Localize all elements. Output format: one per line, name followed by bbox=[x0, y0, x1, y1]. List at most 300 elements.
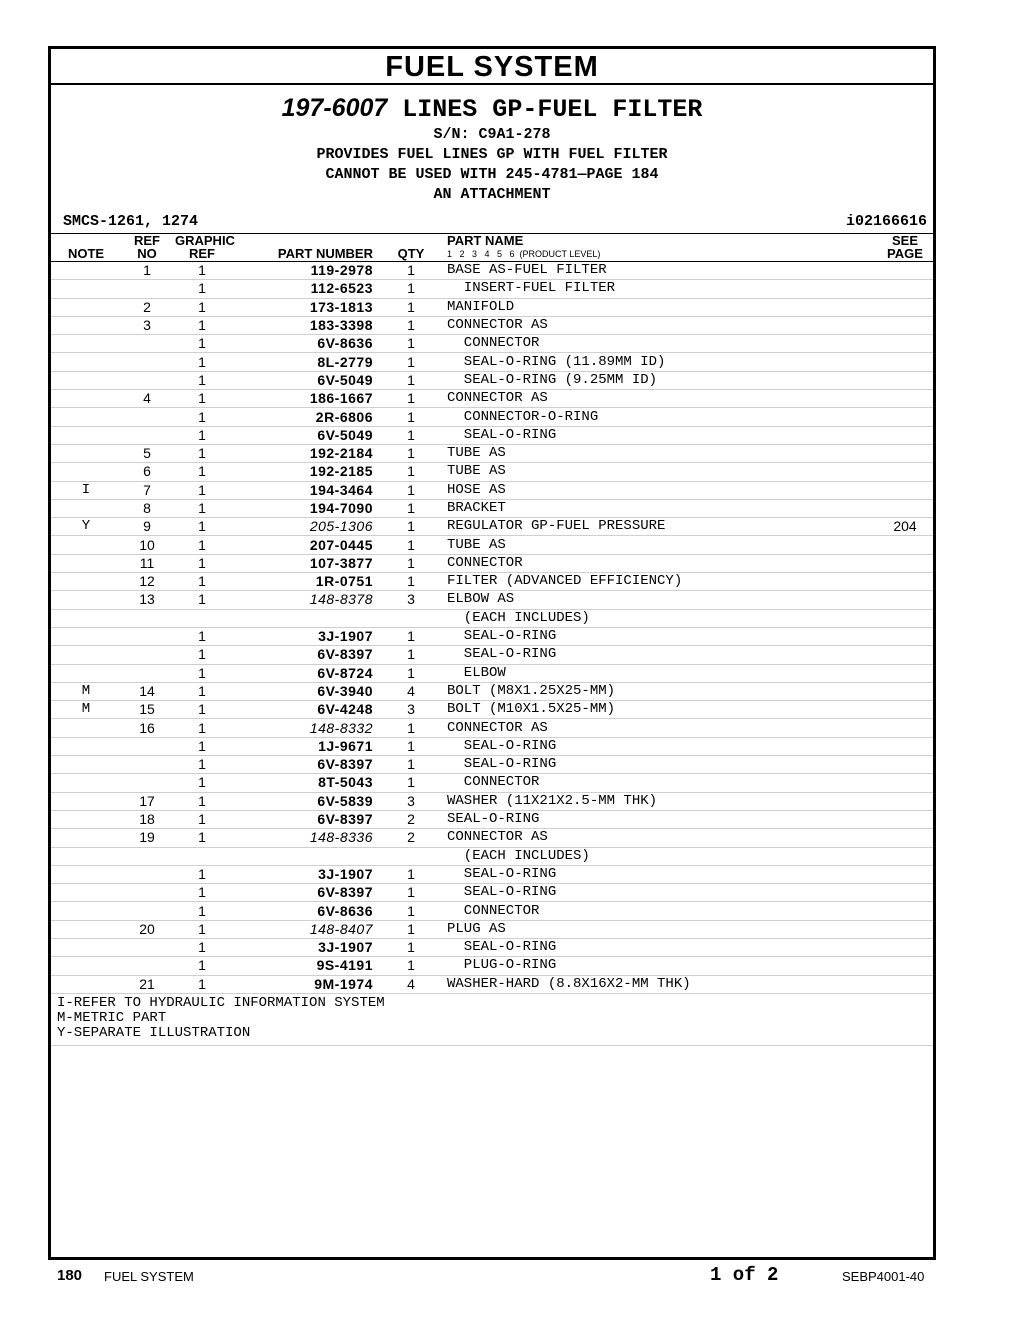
part-name-cell: BOLT (M8X1.25X25-MM) bbox=[439, 682, 877, 700]
qty-cell: 1 bbox=[383, 627, 439, 645]
part-name-cell: TUBE AS bbox=[439, 463, 877, 481]
qty-cell: 2 bbox=[383, 810, 439, 828]
part-number-cell: 3J-1907 bbox=[231, 627, 383, 645]
group-description-2: CANNOT BE USED WITH 245-4781—PAGE 184 bbox=[325, 166, 659, 183]
part-name-cell: CONNECTOR bbox=[439, 554, 877, 572]
qty-cell: 1 bbox=[383, 737, 439, 755]
part-name-cell: CONNECTOR AS bbox=[439, 829, 877, 847]
graphic-ref-cell: 1 bbox=[173, 774, 231, 792]
ref-no-cell: 18 bbox=[121, 810, 173, 828]
ref-no-cell bbox=[121, 408, 173, 426]
part-name-cell: CONNECTOR AS bbox=[439, 719, 877, 737]
qty-cell: 1 bbox=[383, 884, 439, 902]
graphic-ref-cell: 1 bbox=[173, 957, 231, 975]
part-number-cell: 8L-2779 bbox=[231, 353, 383, 371]
note-cell bbox=[51, 536, 121, 554]
graphic-ref-cell: 1 bbox=[173, 335, 231, 353]
table-row bbox=[51, 737, 933, 755]
part-number-cell: 6V-3940 bbox=[231, 682, 383, 700]
graphic-ref-cell: 1 bbox=[173, 591, 231, 609]
see-page-cell bbox=[877, 902, 933, 920]
see-page-cell bbox=[877, 719, 933, 737]
note-cell bbox=[51, 298, 121, 316]
part-name-cell: WASHER (11X21X2.5-MM THK) bbox=[439, 792, 877, 810]
part-name-cell: SEAL-O-RING bbox=[439, 627, 877, 645]
see-page-cell bbox=[877, 499, 933, 517]
part-number-cell: 148-8336 bbox=[231, 829, 383, 847]
ref-no-cell: 7 bbox=[121, 481, 173, 499]
part-number-cell: 1R-0751 bbox=[231, 573, 383, 591]
table-row bbox=[51, 573, 933, 591]
table-row bbox=[51, 554, 933, 572]
table-row bbox=[51, 481, 933, 499]
part-number-cell: 107-3877 bbox=[231, 554, 383, 572]
part-number-cell: 119-2978 bbox=[231, 262, 383, 280]
table-row bbox=[51, 298, 933, 316]
qty-cell: 1 bbox=[383, 390, 439, 408]
ref-no-cell: 13 bbox=[121, 591, 173, 609]
ref-no-cell bbox=[121, 938, 173, 956]
see-page-cell bbox=[877, 426, 933, 444]
header-part-name: PART NAME 1 2 3 4 5 6 (PRODUCT LEVEL) bbox=[439, 234, 877, 262]
ref-no-cell: 14 bbox=[121, 682, 173, 700]
part-number-cell: 3J-1907 bbox=[231, 938, 383, 956]
graphic-ref-cell: 1 bbox=[173, 810, 231, 828]
note-cell bbox=[51, 957, 121, 975]
see-page-cell bbox=[877, 463, 933, 481]
table-row bbox=[51, 463, 933, 481]
part-number-cell: 6V-8636 bbox=[231, 902, 383, 920]
group-title: LINES GP-FUEL FILTER bbox=[402, 95, 703, 124]
part-name-cell: SEAL-O-RING bbox=[439, 756, 877, 774]
ref-no-cell: 12 bbox=[121, 573, 173, 591]
ref-no-cell bbox=[121, 737, 173, 755]
see-page-cell bbox=[877, 316, 933, 334]
qty-cell: 2 bbox=[383, 829, 439, 847]
table-row bbox=[51, 280, 933, 298]
qty-cell: 1 bbox=[383, 280, 439, 298]
ref-no-cell: 6 bbox=[121, 463, 173, 481]
part-number-cell: 192-2184 bbox=[231, 444, 383, 462]
header-ref-no: REF NO bbox=[121, 234, 173, 262]
qty-cell: 1 bbox=[383, 664, 439, 682]
part-name-cell: SEAL-O-RING bbox=[439, 865, 877, 883]
ref-no-cell: 21 bbox=[121, 975, 173, 993]
part-number-cell: 148-8378 bbox=[231, 591, 383, 609]
graphic-ref-cell: 1 bbox=[173, 884, 231, 902]
table-row bbox=[51, 426, 933, 444]
qty-cell: 1 bbox=[383, 920, 439, 938]
part-number-cell: 9M-1974 bbox=[231, 975, 383, 993]
see-page-cell bbox=[877, 701, 933, 719]
graphic-ref-cell: 1 bbox=[173, 829, 231, 847]
parts-table-header bbox=[51, 234, 933, 262]
graphic-ref-cell: 1 bbox=[173, 262, 231, 280]
note-cell bbox=[51, 902, 121, 920]
serial-number: S/N: C9A1-278 bbox=[433, 126, 551, 143]
note-cell bbox=[51, 426, 121, 444]
see-page-cell bbox=[877, 792, 933, 810]
qty-cell: 1 bbox=[383, 481, 439, 499]
parts-table bbox=[51, 233, 933, 994]
note-line: Y-SEPARATE ILLUSTRATION bbox=[57, 1024, 251, 1041]
qty-cell: 1 bbox=[383, 646, 439, 664]
part-number-cell: 6V-5049 bbox=[231, 426, 383, 444]
part-number-cell: 205-1306 bbox=[231, 518, 383, 536]
table-row bbox=[51, 829, 933, 847]
ref-no-cell: 1 bbox=[121, 262, 173, 280]
header-see-page: SEE PAGE bbox=[877, 234, 933, 262]
graphic-ref-cell: 1 bbox=[173, 353, 231, 371]
part-name-cell: SEAL-O-RING bbox=[439, 810, 877, 828]
see-page-cell bbox=[877, 737, 933, 755]
note-cell bbox=[51, 938, 121, 956]
document-id: SEBP4001-40 bbox=[842, 1269, 925, 1284]
see-page-cell bbox=[877, 280, 933, 298]
table-row bbox=[51, 847, 933, 865]
qty-cell: 1 bbox=[383, 353, 439, 371]
ref-no-cell: 17 bbox=[121, 792, 173, 810]
part-number-cell: 194-3464 bbox=[231, 481, 383, 499]
ref-no-cell bbox=[121, 335, 173, 353]
part-name-cell: SEAL-O-RING bbox=[439, 646, 877, 664]
part-number-cell: 192-2185 bbox=[231, 463, 383, 481]
smcs-code: SMCS-1261, 1274 bbox=[63, 213, 199, 230]
page-footer bbox=[0, 1262, 1020, 1292]
table-row bbox=[51, 646, 933, 664]
ref-no-cell bbox=[121, 371, 173, 389]
part-name-cell: CONNECTOR-O-RING bbox=[439, 408, 877, 426]
see-page-cell bbox=[877, 353, 933, 371]
note-cell: Y bbox=[51, 518, 121, 536]
qty-cell: 1 bbox=[383, 316, 439, 334]
section-title: FUEL SYSTEM bbox=[51, 49, 933, 85]
qty-cell: 1 bbox=[383, 957, 439, 975]
ref-no-cell bbox=[121, 865, 173, 883]
note-cell: M bbox=[51, 701, 121, 719]
see-page-cell bbox=[877, 536, 933, 554]
see-page-cell bbox=[877, 609, 933, 627]
graphic-ref-cell: 1 bbox=[173, 408, 231, 426]
page-frame bbox=[48, 46, 936, 1260]
ref-no-cell bbox=[121, 664, 173, 682]
table-row bbox=[51, 701, 933, 719]
ref-no-cell: 2 bbox=[121, 298, 173, 316]
ref-no-cell bbox=[121, 280, 173, 298]
note-cell bbox=[51, 810, 121, 828]
graphic-ref-cell: 1 bbox=[173, 463, 231, 481]
part-number-cell: 207-0445 bbox=[231, 536, 383, 554]
part-name-cell: SEAL-O-RING bbox=[439, 884, 877, 902]
note-cell bbox=[51, 737, 121, 755]
table-row bbox=[51, 719, 933, 737]
note-cell bbox=[51, 920, 121, 938]
ref-no-cell: 15 bbox=[121, 701, 173, 719]
ref-no-cell: 3 bbox=[121, 316, 173, 334]
see-page-cell bbox=[877, 810, 933, 828]
note-cell bbox=[51, 865, 121, 883]
ref-no-cell: 19 bbox=[121, 829, 173, 847]
graphic-ref-cell: 1 bbox=[173, 975, 231, 993]
part-number-cell: 3J-1907 bbox=[231, 865, 383, 883]
qty-cell bbox=[383, 609, 439, 627]
note-cell bbox=[51, 591, 121, 609]
qty-cell: 1 bbox=[383, 499, 439, 517]
see-page-cell bbox=[877, 481, 933, 499]
header-qty: QTY bbox=[383, 234, 439, 262]
table-row bbox=[51, 865, 933, 883]
qty-cell: 1 bbox=[383, 865, 439, 883]
table-row bbox=[51, 408, 933, 426]
part-number-cell: 6V-8397 bbox=[231, 756, 383, 774]
part-name-cell: BOLT (M10X1.5X25-MM) bbox=[439, 701, 877, 719]
ref-no-cell bbox=[121, 884, 173, 902]
part-name-cell: WASHER-HARD (8.8X16X2-MM THK) bbox=[439, 975, 877, 993]
qty-cell: 1 bbox=[383, 463, 439, 481]
part-name-cell: PLUG AS bbox=[439, 920, 877, 938]
part-name-cell: CONNECTOR bbox=[439, 335, 877, 353]
qty-cell: 1 bbox=[383, 408, 439, 426]
graphic-ref-cell: 1 bbox=[173, 518, 231, 536]
part-name-cell: SEAL-O-RING (11.89MM ID) bbox=[439, 353, 877, 371]
graphic-ref-cell: 1 bbox=[173, 390, 231, 408]
ref-no-cell: 20 bbox=[121, 920, 173, 938]
see-page-cell bbox=[877, 774, 933, 792]
table-row bbox=[51, 371, 933, 389]
qty-cell: 1 bbox=[383, 335, 439, 353]
graphic-ref-cell: 1 bbox=[173, 664, 231, 682]
see-page-cell bbox=[877, 682, 933, 700]
part-number-cell bbox=[231, 609, 383, 627]
table-row bbox=[51, 938, 933, 956]
graphic-ref-cell: 1 bbox=[173, 426, 231, 444]
header-part-number: PART NUMBER bbox=[231, 234, 383, 262]
part-number-cell: 6V-8397 bbox=[231, 884, 383, 902]
qty-cell: 3 bbox=[383, 792, 439, 810]
part-name-cell: MANIFOLD bbox=[439, 298, 877, 316]
part-number-cell: 8T-5043 bbox=[231, 774, 383, 792]
ref-no-cell: 5 bbox=[121, 444, 173, 462]
graphic-ref-cell: 1 bbox=[173, 902, 231, 920]
ref-no-cell bbox=[121, 353, 173, 371]
note-cell bbox=[51, 353, 121, 371]
see-page-cell bbox=[877, 627, 933, 645]
see-page-cell bbox=[877, 646, 933, 664]
note-cell: M bbox=[51, 682, 121, 700]
group-header bbox=[51, 93, 933, 205]
part-name-cell: CONNECTOR AS bbox=[439, 316, 877, 334]
qty-cell: 1 bbox=[383, 573, 439, 591]
graphic-ref-cell: 1 bbox=[173, 737, 231, 755]
qty-cell: 3 bbox=[383, 591, 439, 609]
note-cell bbox=[51, 774, 121, 792]
note-cell bbox=[51, 884, 121, 902]
part-number-cell: 186-1667 bbox=[231, 390, 383, 408]
note-cell bbox=[51, 280, 121, 298]
ref-no-cell bbox=[121, 957, 173, 975]
qty-cell: 4 bbox=[383, 975, 439, 993]
note-cell bbox=[51, 335, 121, 353]
qty-cell: 1 bbox=[383, 719, 439, 737]
graphic-ref-cell bbox=[173, 609, 231, 627]
note-cell bbox=[51, 609, 121, 627]
qty-cell: 1 bbox=[383, 902, 439, 920]
graphic-ref-cell: 1 bbox=[173, 280, 231, 298]
qty-cell: 1 bbox=[383, 774, 439, 792]
table-row bbox=[51, 756, 933, 774]
table-row bbox=[51, 609, 933, 627]
part-name-cell: CONNECTOR bbox=[439, 902, 877, 920]
note-cell bbox=[51, 499, 121, 517]
graphic-ref-cell: 1 bbox=[173, 938, 231, 956]
part-name-cell: CONNECTOR AS bbox=[439, 390, 877, 408]
ref-no-cell bbox=[121, 847, 173, 865]
part-name-cell: SEAL-O-RING bbox=[439, 737, 877, 755]
header-note: NOTE bbox=[51, 234, 121, 262]
see-page-cell bbox=[877, 938, 933, 956]
note-cell bbox=[51, 390, 121, 408]
note-cell bbox=[51, 262, 121, 280]
table-row bbox=[51, 664, 933, 682]
graphic-ref-cell: 1 bbox=[173, 554, 231, 572]
see-page-cell bbox=[877, 847, 933, 865]
ref-no-cell: 4 bbox=[121, 390, 173, 408]
graphic-ref-cell: 1 bbox=[173, 371, 231, 389]
see-page-cell bbox=[877, 573, 933, 591]
note-cell bbox=[51, 847, 121, 865]
graphic-ref-cell: 1 bbox=[173, 682, 231, 700]
part-number-cell: 9S-4191 bbox=[231, 957, 383, 975]
note-cell bbox=[51, 408, 121, 426]
page-number: 180 bbox=[57, 1267, 83, 1284]
qty-cell: 1 bbox=[383, 554, 439, 572]
table-row bbox=[51, 262, 933, 280]
table-row bbox=[51, 682, 933, 700]
note-cell bbox=[51, 829, 121, 847]
table-row bbox=[51, 499, 933, 517]
table-row bbox=[51, 335, 933, 353]
group-description-3: AN ATTACHMENT bbox=[433, 186, 551, 203]
graphic-ref-cell: 1 bbox=[173, 792, 231, 810]
part-name-cell: FILTER (ADVANCED EFFICIENCY) bbox=[439, 573, 877, 591]
part-name-cell: BRACKET bbox=[439, 499, 877, 517]
part-name-cell: SEAL-O-RING (9.25MM ID) bbox=[439, 371, 877, 389]
table-row bbox=[51, 518, 933, 536]
note-cell bbox=[51, 463, 121, 481]
graphic-ref-cell: 1 bbox=[173, 573, 231, 591]
see-page-cell bbox=[877, 298, 933, 316]
graphic-ref-cell: 1 bbox=[173, 865, 231, 883]
qty-cell: 1 bbox=[383, 756, 439, 774]
table-row bbox=[51, 316, 933, 334]
part-number-cell: 6V-4248 bbox=[231, 701, 383, 719]
ref-no-cell bbox=[121, 646, 173, 664]
see-page-cell bbox=[877, 335, 933, 353]
ref-no-cell bbox=[121, 774, 173, 792]
see-page-cell bbox=[877, 390, 933, 408]
see-page-cell bbox=[877, 664, 933, 682]
part-number-cell: 6V-8636 bbox=[231, 335, 383, 353]
graphic-ref-cell: 1 bbox=[173, 756, 231, 774]
ref-no-cell: 10 bbox=[121, 536, 173, 554]
part-number-cell: 6V-8397 bbox=[231, 646, 383, 664]
qty-cell: 1 bbox=[383, 518, 439, 536]
part-number-cell: 2R-6806 bbox=[231, 408, 383, 426]
note-cell: I bbox=[51, 481, 121, 499]
part-name-cell: SEAL-O-RING bbox=[439, 938, 877, 956]
part-number-cell: 1J-9671 bbox=[231, 737, 383, 755]
note-cell bbox=[51, 627, 121, 645]
part-name-cell: INSERT-FUEL FILTER bbox=[439, 280, 877, 298]
qty-cell: 1 bbox=[383, 426, 439, 444]
note-line: I-REFER TO HYDRAULIC INFORMATION SYSTEM bbox=[57, 994, 385, 1011]
see-page-cell bbox=[877, 756, 933, 774]
part-name-cell: TUBE AS bbox=[439, 536, 877, 554]
part-number-cell: 6V-5049 bbox=[231, 371, 383, 389]
part-name-cell: BASE AS-FUEL FILTER bbox=[439, 262, 877, 280]
note-cell bbox=[51, 444, 121, 462]
ref-no-cell: 16 bbox=[121, 719, 173, 737]
see-page-cell bbox=[877, 408, 933, 426]
part-name-cell: PLUG-O-RING bbox=[439, 957, 877, 975]
group-number: 197-6007 bbox=[281, 94, 388, 122]
part-number-cell: 6V-5839 bbox=[231, 792, 383, 810]
note-cell bbox=[51, 792, 121, 810]
header-graphic-ref: GRAPHIC REF bbox=[175, 233, 235, 261]
graphic-ref-cell: 1 bbox=[173, 481, 231, 499]
see-page-cell bbox=[877, 920, 933, 938]
qty-cell bbox=[383, 847, 439, 865]
graphic-ref-cell bbox=[173, 847, 231, 865]
table-row bbox=[51, 591, 933, 609]
part-name-cell: HOSE AS bbox=[439, 481, 877, 499]
page-of: 1 of 2 bbox=[710, 1264, 779, 1286]
part-number-cell: 148-8332 bbox=[231, 719, 383, 737]
part-number-cell: 173-1813 bbox=[231, 298, 383, 316]
part-number-cell: 6V-8724 bbox=[231, 664, 383, 682]
qty-cell: 1 bbox=[383, 536, 439, 554]
see-page-cell bbox=[877, 262, 933, 280]
graphic-ref-cell: 1 bbox=[173, 646, 231, 664]
note-cell bbox=[51, 554, 121, 572]
graphic-ref-cell: 1 bbox=[173, 701, 231, 719]
note-cell bbox=[51, 664, 121, 682]
part-name-cell: (EACH INCLUDES) bbox=[439, 609, 877, 627]
part-number-cell: 6V-8397 bbox=[231, 810, 383, 828]
table-row bbox=[51, 810, 933, 828]
note-cell bbox=[51, 646, 121, 664]
note-cell bbox=[51, 371, 121, 389]
table-row bbox=[51, 353, 933, 371]
part-number-cell: 194-7090 bbox=[231, 499, 383, 517]
part-number-cell: 112-6523 bbox=[231, 280, 383, 298]
ref-no-cell bbox=[121, 627, 173, 645]
see-page-cell bbox=[877, 884, 933, 902]
part-name-cell: ELBOW bbox=[439, 664, 877, 682]
table-row bbox=[51, 774, 933, 792]
graphic-ref-cell: 1 bbox=[173, 499, 231, 517]
table-row bbox=[51, 536, 933, 554]
notes-block bbox=[51, 994, 933, 1046]
note-cell bbox=[51, 719, 121, 737]
ref-no-cell bbox=[121, 756, 173, 774]
group-description-1: PROVIDES FUEL LINES GP WITH FUEL FILTER bbox=[316, 146, 668, 163]
note-cell bbox=[51, 975, 121, 993]
qty-cell: 1 bbox=[383, 444, 439, 462]
see-page-cell bbox=[877, 554, 933, 572]
table-row bbox=[51, 444, 933, 462]
part-name-cell: SEAL-O-RING bbox=[439, 426, 877, 444]
